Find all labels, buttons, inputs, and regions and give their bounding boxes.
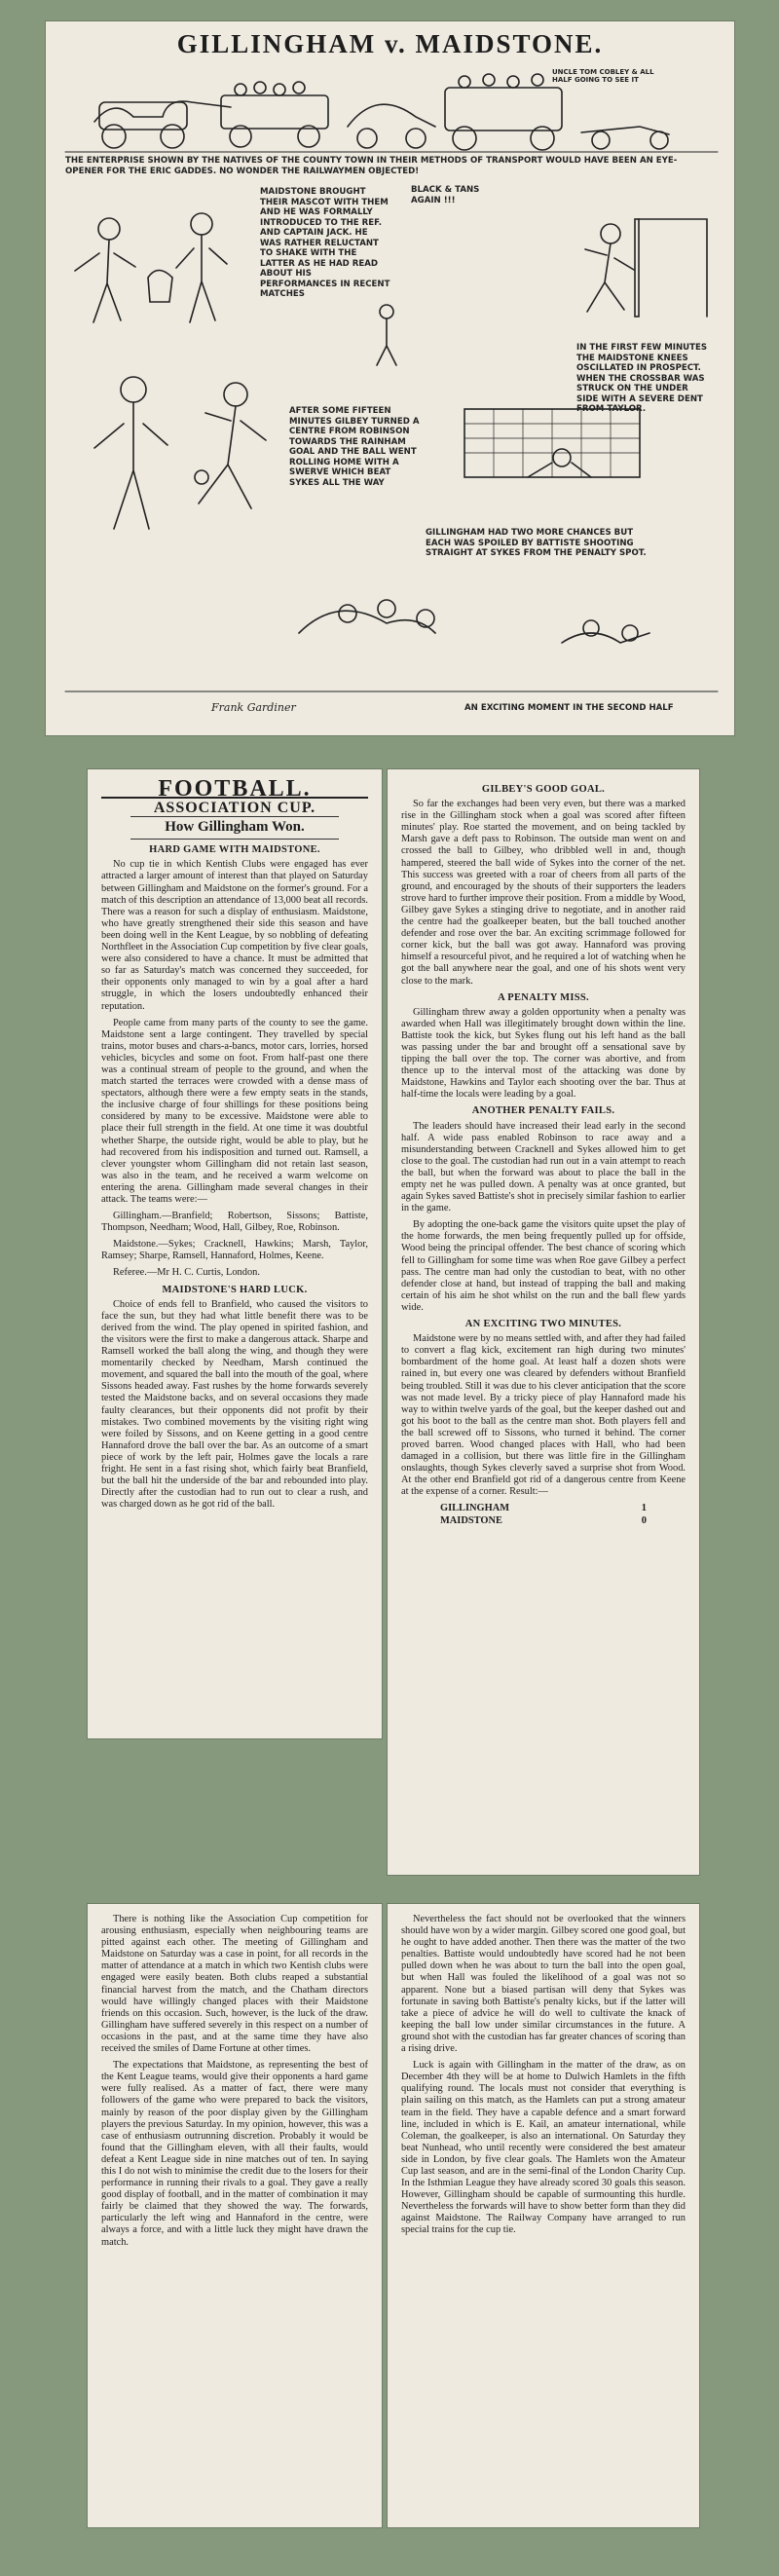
article-column-1 [88,769,382,1738]
paragraph: No cup tie in which Kentish Clubs were engaged has ever attracted a larger amount of interest than that played on Saturday between Gillingham and Maidstone on the former's ground. For a match of this description an attendance of 13,000 beat all records. There was a reason for such a display of enthusiasm. Maidstone, who have greatly strengthened their side this season and have been doing well in the Kent League, by so nobbling of defeating Northfleet in the Association Cup competition by five clear goals, were also considered to have a chance. It must be admitted that so far as Saturday's match was concerned they succeeded, for their opponents only managed to win by a goal after a hard struggle, in which the losers undoubtedly enhanced their reputation. [101,859,368,1012]
player-head-5 [224,383,247,406]
paragraph: By adopting the one-back game the visitors quite upset the play of the home forwards, the men being frequently pulled up for offside, Wood being the principal offender. The best chance of scoring which fell to Gillingham for some time was when Roe gave Gilbey a perfect pass. The centre man had only the custodian to beat, with no other defender close at hand, but instead of trapping the ball and making certain of his aim he shot whilst on the run and the ball flew yards wide. [401,1219,686,1313]
goal-post [635,219,639,317]
paragraph: There is nothing like the Association Cup competition for arousing enthusiasm, especially when neighbouring teams are pitted against each other. The meeting of Gillingham and Maidstone on Saturday was a case in point, for all records in the matter of attendance at a match in which two Kentish clubs were engaged were easily beaten. Both clubs reaped a substantial financial harvest from the match, and the Chatham directors would have willingly changed places with their Maidstone friends on this occasion. Such, however, is the luck of the draw. Gillingham have suffered severely in this respect on a number of occasions in the past, and at the same time they have also received the smiles of Dame Fortune at other times. [101,1914,368,2055]
paragraph: People came from many parts of the county to see the game. Maidstone sent a large contingent. They travelled by special trains, motor buses and chars-a-bancs, motor cars, lorries, horsed vehicles, bicycles and some on foot. From half-past one there was a continual stream of people to the ground, and when the match started the terraces were crowded with a dense mass of spectators, although there were a few empty seats in the stands, the inclusive charge of four shillings for these positions being considered by many to be excessive. Maidstone were able to place their full strength in the field. At one time it was doubtful whether Sharpe, the outside right, would be able to play, but he had recovered from his indisposition and turned out. Ramsell, a clever youngster whom Gillingham did not retain last season, was also in the team, and he received a warm welcome on entering the arena. Gillingham made several changes in their attack. The teams were:— [101,1017,368,1205]
paragraph: The expectations that Maidstone, as representing the best of the Kent League teams, would give their opponents a hard game were fully realised. As a matter of fact, there were many followers of the game who were prepared to back the visitors, mainly by reason of the poor display given by the Gillingham players the previous Saturday. In my opinion, however, this was a case of enthusiasm outrunning discretion. Probably it would be found that the Gillingham eleven, with all their faults, would defeat a Kent League side in nine matches out of ten. In saying this I do not wish to minimise the credit due to the losers for their performance in running their rivals to a goal. They gave a really good display of football, and in the matter of combination it may fairly be claimed that they showed the way. The forwards, particularly the left wing and Hannaford in the centre, were always a force, and with a little luck they might have drawn the match. [101,2060,368,2248]
football [195,470,208,484]
player-head-4 [121,377,146,402]
result-home-team: GILLINGHAM [440,1503,510,1514]
section-penalty-miss: A PENALTY MISS. [498,991,589,1003]
section-good-goal: GILBEY'S GOOD GOAL. [481,784,606,795]
subheading-rule [130,816,339,817]
scrimmage-lines [299,611,435,633]
caption-exciting: AN EXCITING MOMENT IN THE SECOND HALF [464,703,674,713]
wheel-2 [161,125,184,148]
result-away [440,1515,647,1527]
caption-chances: GILLINGHAM HAD TWO MORE CHANCES BUT EACH WAS SPOILED BY BATTISTE SHOOTING STRAIGHT AT SYKES FROM THE PENALTY SPOT. [426,528,647,558]
caption-first-few: IN THE FIRST FEW MINUTES THE MAIDSTONE KNEES OSCILLATED IN PROSPECT. WHEN THE CROSSBAR WAS STRUCK ON THE UNDER SIDE WITH A SEVERE DENT FROM TAYLOR. [576,343,708,414]
caption-uncle: UNCLE TOM COBLEY & ALL HALF GOING TO SEE IT [552,68,654,84]
team-maidstone: Maidstone.—Sykes; Cracknell, Hawkins; Marsh, Taylor, Ramsey; Sharpe, Ramsell, Hannaford, Holmes, Keene. [101,1239,368,1262]
team-gillingham: Gillingham.—Branfield; Robertson, Sissons; Battiste, Thompson, Needham; Wood, Hall, Gilbey, Roe, Robinson. [101,1211,368,1234]
title-rule [130,839,339,840]
vehicle-line-1 [94,101,231,122]
article-heading: FOOTBALL. [158,776,312,802]
bus-body [221,95,328,129]
caption-gilbey: AFTER SOME FIFTEEN MINUTES GILBEY TURNED A CENTRE FROM ROBINSON TOWARDS THE RAINHAM GOAL AND THE BALL WENT ROLLING HOME WITH A SWERVE WHICH BEAT SYKES ALL THE WAY [289,406,420,488]
mascot-goat [148,271,172,303]
paragraph: Nevertheless the fact should not be overlooked that the winners should have won by a wider margin. Gilbey scored one good goal, but he ought to have added another. Then there was the matter of the two penalties. Battiste would undoubtedly have scored had he not been pulled down when he was about to turn the ball into the open goal, but when Hall was fouled the likelihood of a goal was not so apparent. None but a biased partisan will deny that Sykes was fortunate in saving both Battiste's penalty kicks, but if the latter will take a piece of advice he will do well to cultivate the knack of keeping the ball low under similar circumstances in the future. A ground shot with the custodian has far greater chances of scoring than a rising drive. [401,1914,686,2055]
paragraph: Maidstone were by no means settled with, and after they had failed to convert a flag kick, excitement ran high during two minutes' bombardment of the home goal. At least half a dozen shots were rained in, but every one was cleared by defenders without Branfield being troubled. Still it was due to his clever anticipation that the score was not made level. By a tricky piece of play Hannaford made his way to within twelve yards of the goal, but the keeper dashed out and got his boot to the ball as the centre man shot. Both players fell and the ball screwed off to Sissons, who turned it behind. The corner proved barren. Wood changed places with Hall, who had been damaged in a collision, but there was little fire in the Gillingham onslaughts, though Sykes cleverly saved a surprise shot from Wood. At the other end Branfield got rid of a dangerous centre from Keene at the expense of a corner. Result:— [401,1333,686,1498]
section-hard-luck: MAIDSTONE'S HARD LUCK. [162,1284,308,1295]
charabanc-body [445,88,562,131]
article-subheading: ASSOCIATION CUP. [153,800,316,817]
caption-mascot: MAIDSTONE BROUGHT THEIR MASCOT WITH THEM AND HE WAS FORMALLY INTRODUCED TO THE REF. AND CAPTAIN JACK. HE WAS RATHER RELUCTANT TO SHAKE WITH THE LATTER AS HE HAD READ ABOUT HIS PERFORMANCES IN RECENT MATCHES [260,187,390,299]
paragraph: Luck is again with Gillingham in the matter of the draw, as on December 4th they will be at home to Dulwich Hamlets in the fifth qualifying round. The locals must not consider that everything is plain sailing on this match, as the Hamlets can put a strong amateur team in the field. They have a capable defence and a smart forward line, included in which is E. Kail, an amateur international, while Coleman, the goalkeeper, is also an international. On Saturday they beat Nunhead, who until recently were considered the best amateur side in London, by five clear goals. The Hamlets won the Amateur Cup last season, and are in the semi-final of the London Charity Cup. In the Isthmian League they have already scored 30 goals this season. However, Gillingham should be capable of surmounting this hurdle. Nevertheless the forwards will have to show better form than they did against Maidstone. The Railway Company have arranged to run special trains for the cup tie. [401,2060,686,2236]
player-head-3 [601,224,620,243]
section-penalty-fails: ANOTHER PENALTY FAILS. [471,1105,615,1117]
section-two-minutes: AN EXCITING TWO MINUTES. [464,1319,622,1330]
result-away-score: 0 [641,1514,647,1526]
article-title: How Gillingham Won. [165,819,305,836]
paragraph: So far the exchanges had been very even, but there was a marked rise in the Gillingham stock when a goal was scored after fifteen minutes' play. Roe started the movement, and on being tackled by Marsh gave a deft pass to Robinson. The outside man went on and crossed the ball to Gilbey, who dribbled well in and, though hampered, steered the ball wide of Sykes into the corner of the net. This success was greeted with a roar of cheers from all parts of the ground, and encouraged by the shouts of their supporters the leaders strove hard to further improve their position. From a middle by Wood, Gilbey gave Sykes a stinging drive to negotiate, and in another raid the centre had the goalkeeper beaten, but the ball touched another defender and rose over the bar. An exciting scrimmage followed for corner kick, but the ball was got away. Hannaford was proving himself a resourceful pivot, and he required a lot of watching when he got the ball anywhere near the goal, and one of his shots went very close to the mark. [401,799,686,987]
comment-column-2 [388,1904,699,2527]
paragraph: The leaders should have increased their lead early in the second half. A wide pass enabled Robinson to race away and a misunderstanding between Cracknell and Sykes allowed him to get close to the goal. The custodian had run out in a vain attempt to reach the ball, but when the forward was about to place the ball in the empty net he was pulled down. A penalty was at once granted, but again Sykes saved Battiste's shot in precisely similar fashion to earlier in the game. [401,1120,686,1214]
caption-black-tans: BLACK & TANS AGAIN !!! [411,185,480,205]
result-home-score: 1 [641,1503,647,1514]
paragraph: Gillingham threw away a golden opportunity when a penalty was awarded when Hall was illegitimately brought down within the line. Battiste took the kick, but Sykes flung out his left hand as the ball was passing under the bar and brought off a sensational save by tipping the ball over the top. The corner was abortive, and from thence up to the interval most of the attacking was done by Maidstone, Hawkins and Taylor each shooting over the bar. Thus at half-time the locals were leading by a goal. [401,1006,686,1101]
article-column-2 [388,769,699,1875]
comment-column-1 [88,1904,382,2527]
caption-transport: THE ENTERPRISE SHOWN BY THE NATIVES OF THE COUNTY TOWN IN THEIR METHODS OF TRANSPORT WOULD HAVE BEEN AN EYE-OPENER FOR THE ERIC GADDES. NO WONDER THE RAILWAYMEN OBJECTED! [65,156,678,176]
cartoon-clipping [46,21,734,735]
result-home [440,1503,647,1514]
wheel-1 [102,125,126,148]
section-hard-game: HARD GAME WITH MAIDSTONE. [149,844,320,856]
artist-signature: Frank Gardiner [211,701,296,714]
result-away-team: MAIDSTONE [440,1514,502,1526]
cartoon-title: GILLINGHAM v. MAIDSTONE. [176,29,604,58]
referee: Referee.—Mr H. C. Curtis, London. [113,1267,260,1279]
player-head-1 [98,218,120,240]
paragraph: Choice of ends fell to Branfield, who caused the visitors to face the sun, but they had what little benefit there was to be derived from the wind. The play opened in spirited fashion, and the visitors were the first to make a dangerous attack. Sharpe and Ramsell worked the ball along the wing, and though they were momentarily checked by Needham, Marsh continued the movement, and squared the ball into the mouth of the goal, where Sissons headed away. Fast rushes by the home forwards severely tested the Maidstone backs, and on several occasions they made faulty clearances, but their opponents did not profit by their mistakes. Two combined movements by the visiting right wing were foiled by Sissons, and on Keene getting in a good centre Hannaford drove the ball over the bar. As an outcome of a smart piece of work by the left pair, Holmes gave the locals a rare fright. He sent in a fast rising shot, which fairly beat Branfield, but the ball hit the underside of the bar and rebounded into play. Directly after the custodian had to run out to clear a rush, and was charged down as he got rid of the ball. [101,1298,368,1511]
player-head-2 [191,213,212,235]
